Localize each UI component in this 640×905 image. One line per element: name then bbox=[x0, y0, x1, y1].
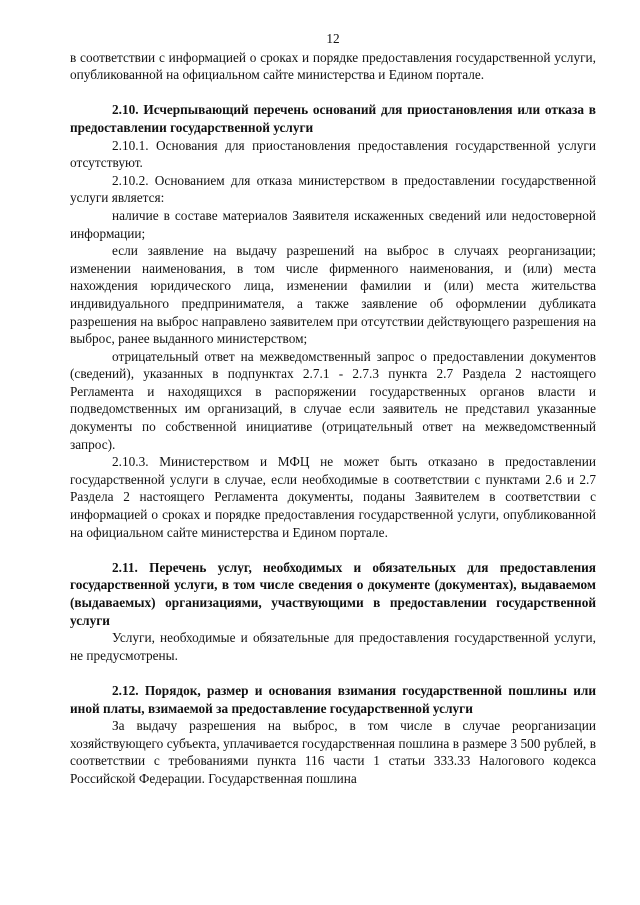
section-heading-2-10: 2.10. Исчерпывающий перечень оснований для приостановления или отказа в предоставлении государственной услуги bbox=[70, 102, 596, 135]
paragraph-2-11-services: Услуги, необходимые и обязательные для предоставления государственной услуги, не предусмотрены. bbox=[70, 630, 596, 663]
paragraph-refusal-ground-1: наличие в составе материалов Заявителя искаженных сведений или недостоверной информации; bbox=[70, 207, 596, 241]
spacer bbox=[70, 664, 596, 682]
paragraph-2-10-1: 2.10.1. Основания для приостановления предоставления государственной услуги отсутствуют. bbox=[70, 137, 596, 171]
paragraph-refusal-ground-2: если заявление на выдачу разрешений на выброс в случаях реорганизации; изменении наименования, в том числе фирменного наименования, и (или) места нахождения юридического лица, изменении фамилии и (или) места жительства индивидуального предпринимателя, а также заявление об оформлении дубликата разрешения на выброс направлено заявителем при отсутствии действующего разрешения на выброс, ранее выданного министерством; bbox=[70, 243, 596, 347]
section-heading-2-12: 2.12. Порядок, размер и основания взимания государственной пошлины или иной платы, взимаемой за предоставление государственной услуги bbox=[70, 682, 596, 716]
paragraph-2-12-fee: За выдачу разрешения на выброс, в том числе в случае реорганизации хозяйствующего субъекта, уплачивается государственная пошлина в размере 3 500 рублей, в соответствии с требованиями пункта 116 части 1 статьи 333.33 Налогового кодекса Российской Федерации. Государственная пошлина bbox=[70, 718, 596, 786]
document-page bbox=[70, 30, 596, 788]
spacer bbox=[70, 84, 596, 102]
page-number: 12 bbox=[326, 31, 340, 46]
section-heading-2-11: 2.11. Перечень услуг, необходимых и обязательных для предоставления государственной услуги, в том числе сведения о документе (документах), выдаваемом (выдаваемых) организациями, участвующими в предоставлении государственной услуги bbox=[70, 559, 596, 628]
paragraph-2-10-3: 2.10.3. Министерством и МФЦ не может быть отказано в предоставлении государственной услуги в случае, если необходимые в соответствии с пунктами 2.6 и 2.7 Раздела 2 настоящего Регламента документы, поданы Заявителем в соответствии с информацией о сроках и порядке предоставления государственной услуги, опубликованной на официальном сайте министерства и Едином портале. bbox=[70, 454, 596, 540]
spacer bbox=[70, 541, 596, 559]
paragraph-continuation: в соответствии с информацией о сроках и порядке предоставления государственной услуги, опубликованной на официальном сайте министерства и Едином портале. bbox=[70, 49, 596, 83]
paragraph-2-10-2: 2.10.2. Основанием для отказа министерством в предоставлении государственной услуги является: bbox=[70, 172, 596, 206]
paragraph-refusal-ground-3: отрицательный ответ на межведомственный запрос о предоставлении документов (сведений), указанных в подпунктах 2.7.1 - 2.7.3 пункта 2.7 Раздела 2 настоящего Регламента и находящихся в распоряжении государственных органов власти и подведомственных им организаций, в случае если заявитель не представил указанные документы по собственной инициативе (отрицательный ответ на межведомственный запрос). bbox=[70, 348, 596, 452]
